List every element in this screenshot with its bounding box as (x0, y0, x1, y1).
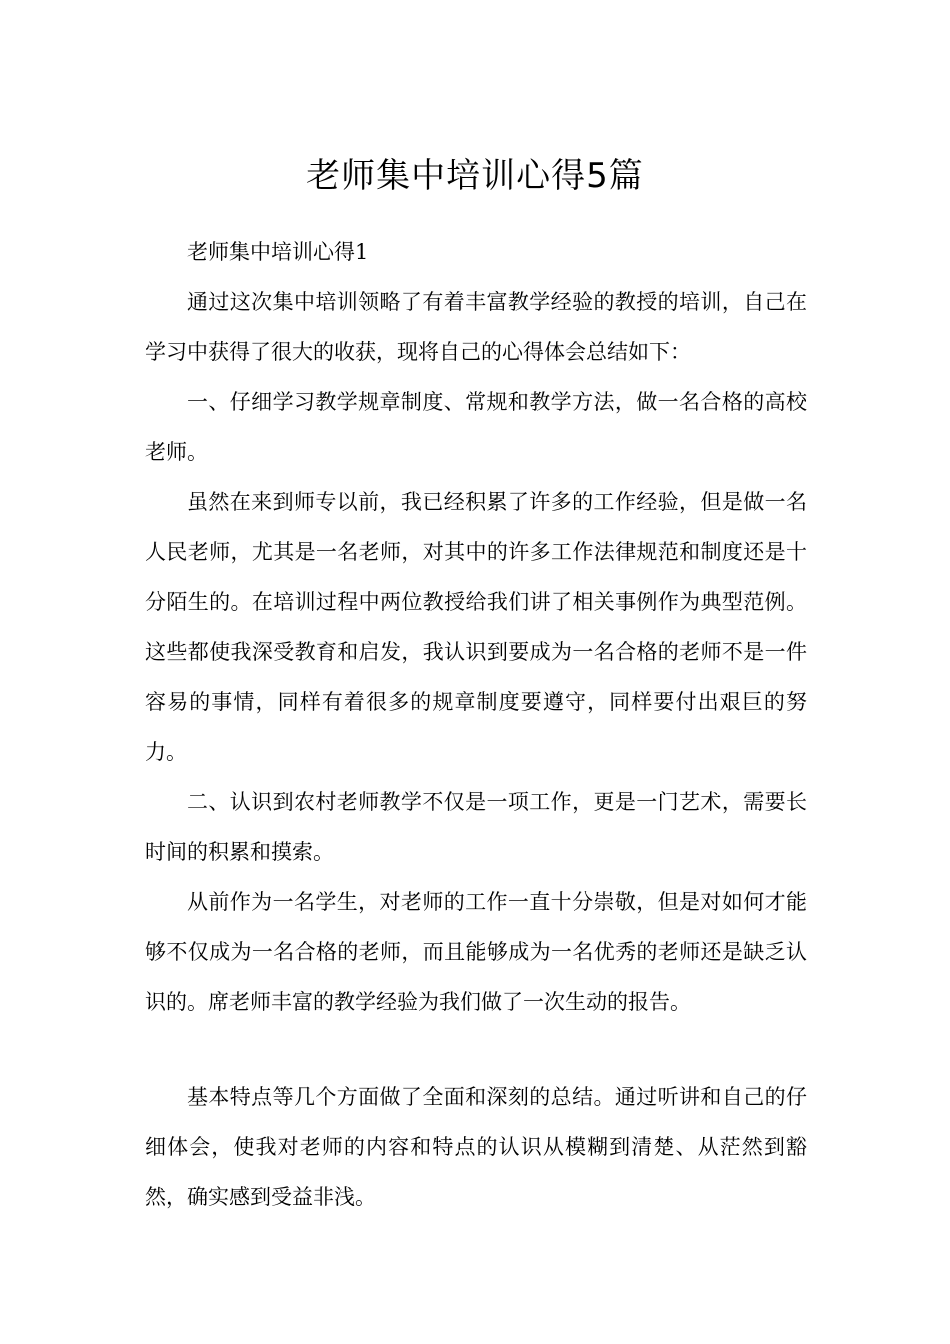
section-subtitle: 老师集中培训心得1 (187, 240, 369, 264)
paragraph-point-one-body: 虽然在来到师专以前，我已经积累了许多的工作经验，但是做一名人民老师，尤其是一名老师，对其中的许多工作法律规范和制度还是十分陌生的。在培训过程中两位教授给我们讲了相关事例作为典型范例。这些都使我深受教育和启发，我认识到要成为一名合格的老师不是一件容易的事情，同样有着很多的规章制度要遵守，同样要付出艰巨的努力。 (145, 490, 807, 764)
paragraph-summary: 基本特点等几个方面做了全面和深刻的总结。通过听讲和自己的仔细体会，使我对老师的内容和特点的认识从模糊到清楚、从茫然到豁然，确实感到受益非浅。 (145, 1085, 807, 1209)
paragraph-point-one-heading: 一、仔细学习教学规章制度、常规和教学方法，做一名合格的高校老师。 (145, 390, 807, 464)
paragraph-intro: 通过这次集中培训领略了有着丰富教学经验的教授的培训，自己在学习中获得了很大的收获，现将自己的心得体会总结如下： (145, 290, 807, 364)
paragraph-point-two-body: 从前作为一名学生，对老师的工作一直十分崇敬，但是对如何才能够不仅成为一名合格的老师，而且能够成为一名优秀的老师还是缺乏认识的。席老师丰富的教学经验为我们做了一次生动的报告。 (145, 890, 807, 1014)
page-title: 老师集中培训心得5篇 (306, 155, 644, 196)
paragraph-point-two-heading: 二、认识到农村老师教学不仅是一项工作，更是一门艺术，需要长时间的积累和摸索。 (145, 790, 807, 864)
